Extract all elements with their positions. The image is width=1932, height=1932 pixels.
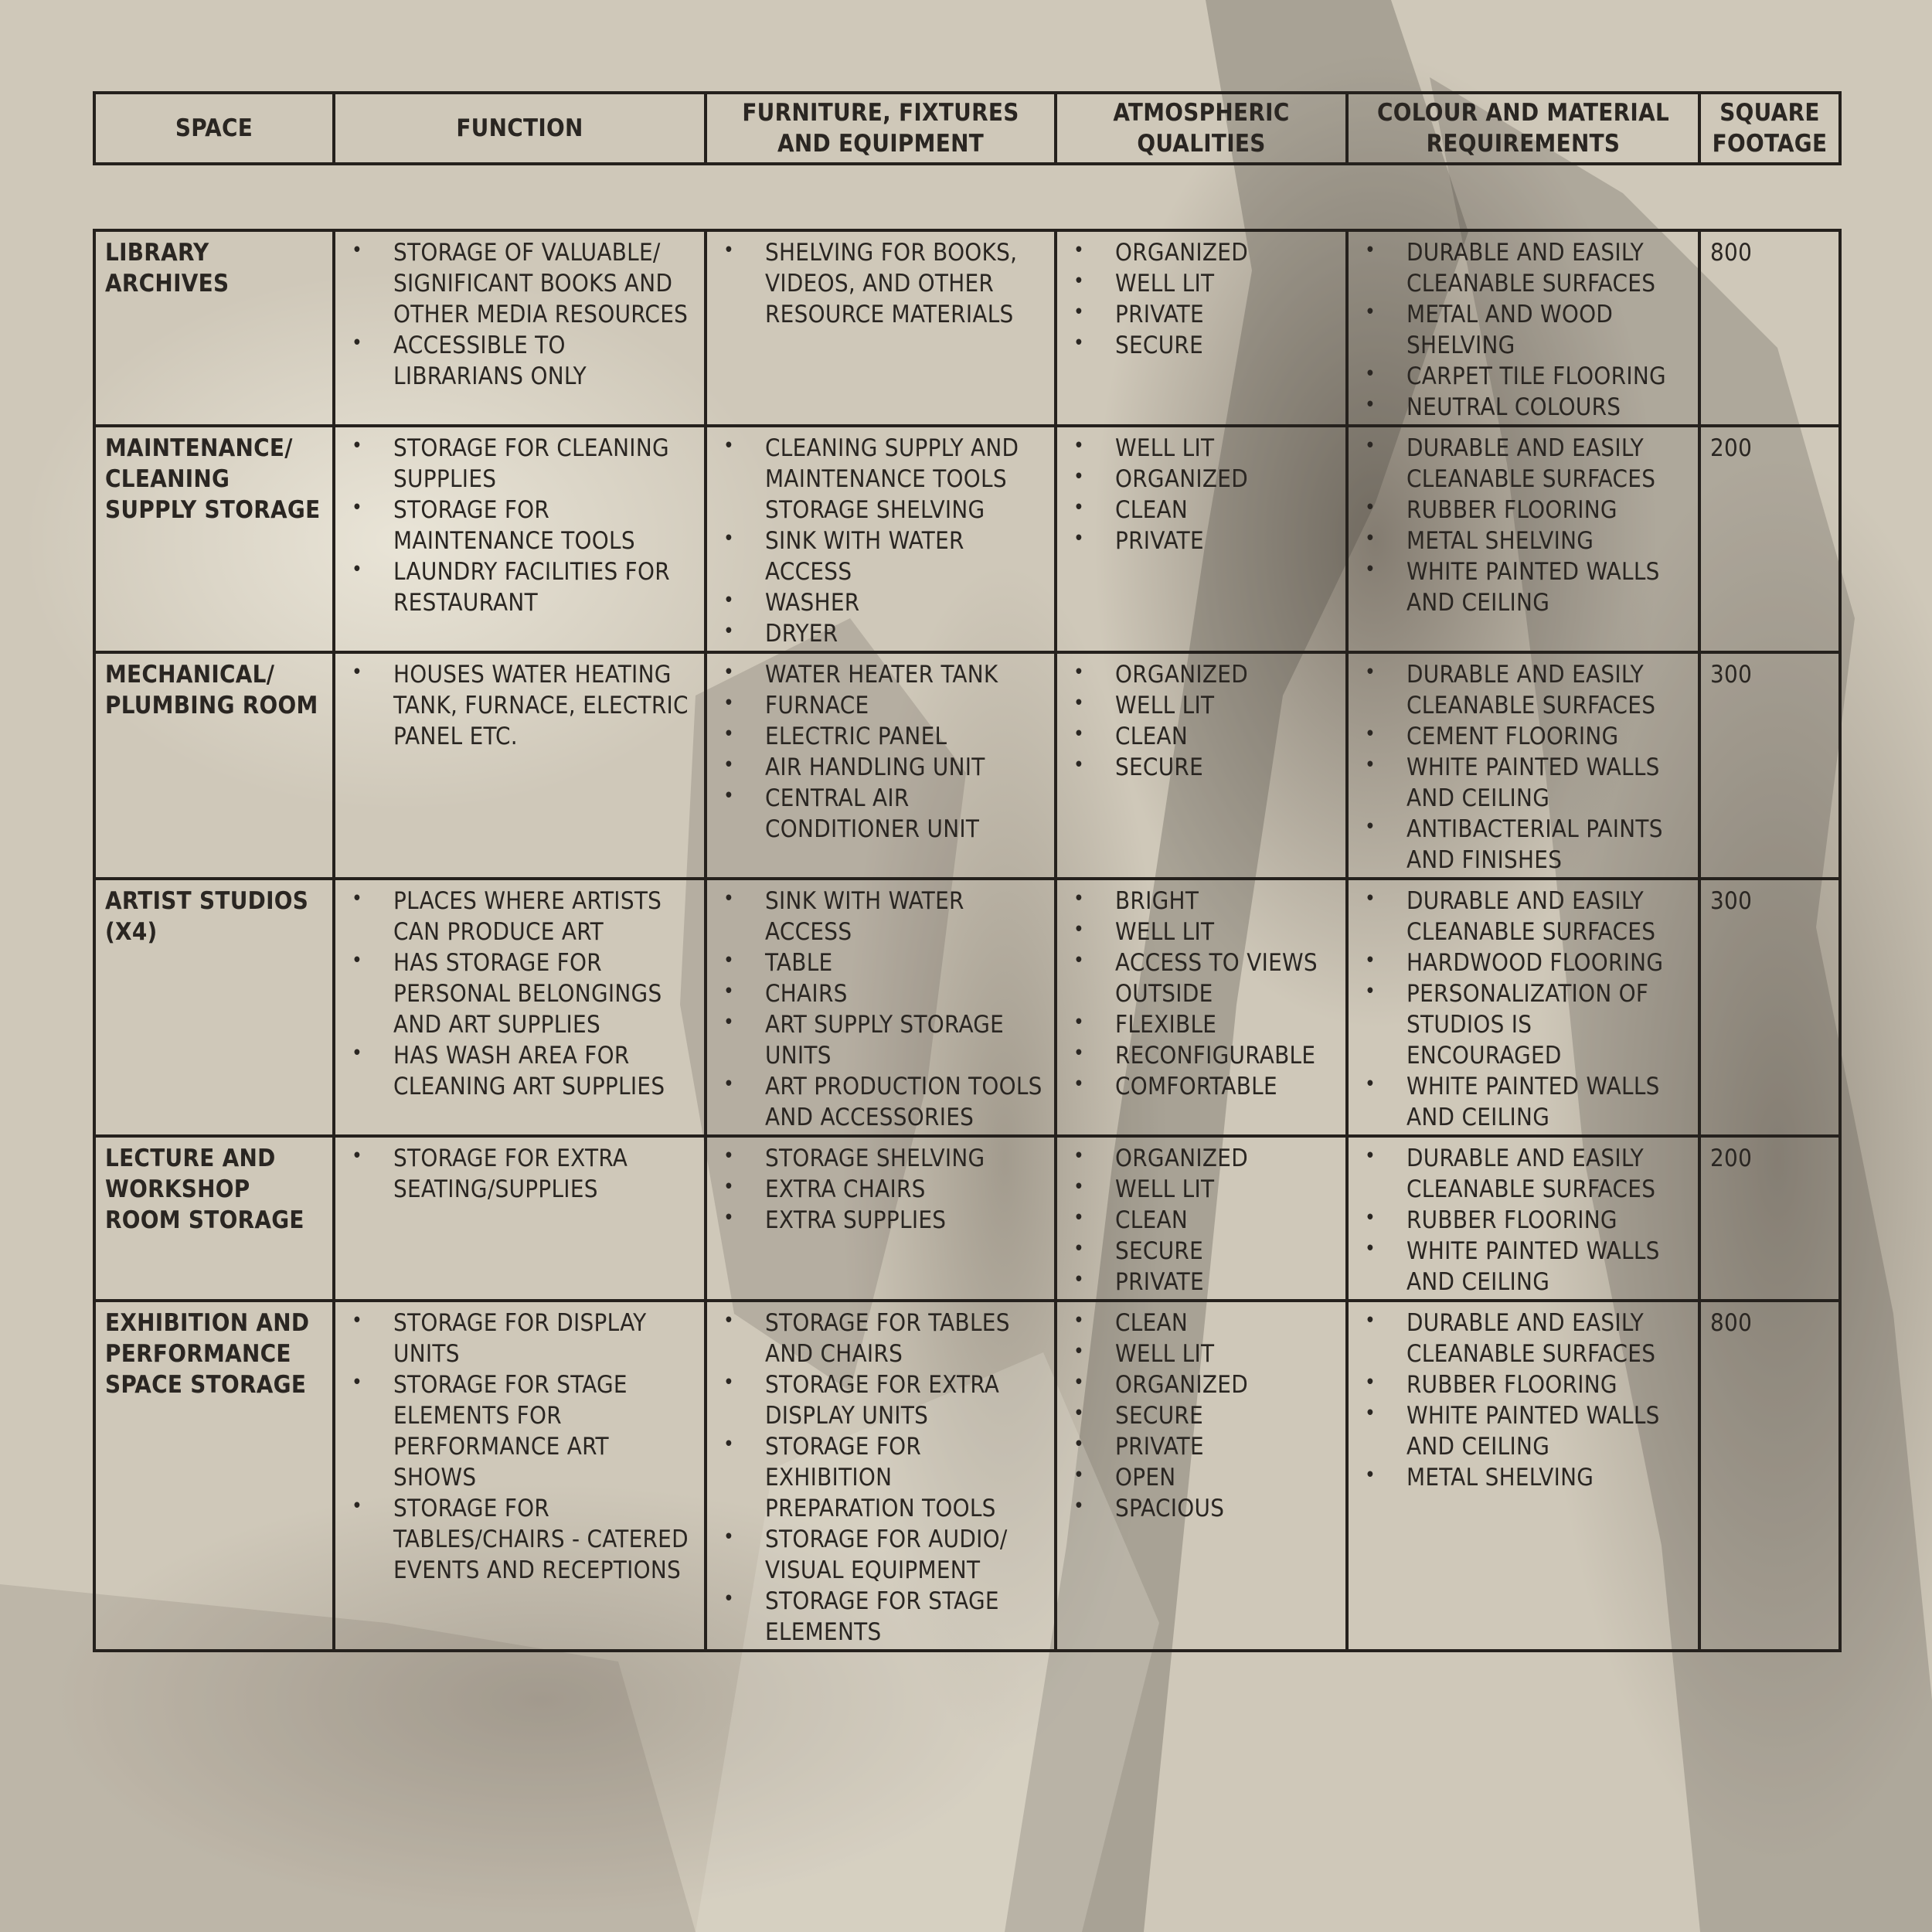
square-footage-cell: 200 [1699, 426, 1840, 652]
header-colour-material: COLOUR AND MATERIAL REQUIREMENTS [1347, 93, 1699, 164]
function-cell [334, 879, 706, 1136]
list-item: • CEMENT FLOORING [1406, 721, 1692, 752]
header-function: FUNCTION [334, 93, 706, 164]
list-item: • RECONFIGURABLE [1115, 1040, 1339, 1071]
list-item: • AIR HANDLING UNIT [765, 752, 1048, 783]
table-row [94, 879, 1840, 1136]
list-item: • SECURE [1115, 1236, 1339, 1267]
list-item: • WELL LIT [1115, 917, 1339, 947]
bullet-list [345, 659, 698, 752]
list-item: • DURABLE AND EASILY CLEANABLE SURFACES [1406, 1308, 1692, 1369]
list-item: • STORAGE FOR TABLES AND CHAIRS [765, 1308, 1048, 1369]
bullet-list [345, 1308, 698, 1586]
list-item: • HAS WASH AREA FOR CLEANING ART SUPPLIES [393, 1040, 698, 1102]
list-item: • PRIVATE [1115, 526, 1339, 556]
list-item: • NEUTRAL COLOURS [1406, 392, 1692, 423]
list-item: • WELL LIT [1115, 690, 1339, 721]
list-item: • STORAGE FOR CLEANING SUPPLIES [393, 433, 698, 495]
ffe-cell [706, 426, 1056, 652]
list-item: • STORAGE FOR AUDIO/ VISUAL EQUIPMENT [765, 1524, 1048, 1586]
list-item: • SECURE [1115, 752, 1339, 783]
list-item: • DURABLE AND EASILY CLEANABLE SURFACES [1406, 237, 1692, 299]
space-cell: ARTIST STUDIOS (X4) [94, 879, 334, 1136]
bullet-list [1066, 659, 1339, 783]
list-item: • WHITE PAINTED WALLS AND CEILING [1406, 1236, 1692, 1298]
list-item: • WHITE PAINTED WALLS AND CEILING [1406, 1071, 1692, 1133]
bullet-list [1358, 886, 1692, 1133]
bullet-list [1066, 237, 1339, 361]
program-table [93, 229, 1842, 1652]
list-item: • SPACIOUS [1115, 1493, 1339, 1524]
bullet-list [716, 1308, 1048, 1648]
list-item: • ORGANIZED [1115, 237, 1339, 268]
list-item: • ACCESS TO VIEWS OUTSIDE [1115, 947, 1339, 1009]
list-item: • ACCESSIBLE TO LIBRARIANS ONLY [393, 330, 698, 392]
table-row [94, 1301, 1840, 1651]
list-item: • TABLE [765, 947, 1048, 978]
bullet-list [345, 1143, 698, 1205]
header-table [93, 91, 1842, 165]
table-row [94, 230, 1840, 426]
bullet-list [1358, 433, 1692, 618]
bullet-list [1358, 1308, 1692, 1493]
list-item: • DURABLE AND EASILY CLEANABLE SURFACES [1406, 659, 1692, 721]
ffe-cell [706, 652, 1056, 879]
space-cell: EXHIBITION AND PERFORMANCE SPACE STORAGE [94, 1301, 334, 1651]
list-item: • STORAGE FOR EXHIBITION PREPARATION TOOLS [765, 1431, 1048, 1524]
ffe-cell [706, 879, 1056, 1136]
list-item: • STORAGE SHELVING [765, 1143, 1048, 1174]
list-item: • PRIVATE [1115, 1431, 1339, 1462]
space-cell: LECTURE AND WORKSHOP ROOM STORAGE [94, 1136, 334, 1301]
list-item: • COMFORTABLE [1115, 1071, 1339, 1102]
square-footage-cell: 200 [1699, 1136, 1840, 1301]
bullet-list [1066, 1143, 1339, 1298]
list-item: • ELECTRIC PANEL [765, 721, 1048, 752]
list-item: • DURABLE AND EASILY CLEANABLE SURFACES [1406, 886, 1692, 947]
function-cell [334, 1301, 706, 1651]
list-item: • CARPET TILE FLOORING [1406, 361, 1692, 392]
square-footage-cell: 300 [1699, 879, 1840, 1136]
list-item: • STORAGE FOR EXTRA DISPLAY UNITS [765, 1369, 1048, 1431]
colour-material-cell [1347, 1301, 1699, 1651]
bullet-list [716, 237, 1048, 330]
list-item: • METAL SHELVING [1406, 526, 1692, 556]
function-cell [334, 1136, 706, 1301]
list-item: • STORAGE OF VALUABLE/ SIGNIFICANT BOOKS AND OTHER MEDIA RESOURCES [393, 237, 698, 330]
list-item: • CLEANING SUPPLY AND MAINTENANCE TOOLS STORAGE SHELVING [765, 433, 1048, 526]
function-cell [334, 426, 706, 652]
header-atmospheric: ATMOSPHERIC QUALITIES [1056, 93, 1347, 164]
list-item: • WELL LIT [1115, 1174, 1339, 1205]
list-item: • PLACES WHERE ARTISTS CAN PRODUCE ART [393, 886, 698, 947]
list-item: • LAUNDRY FACILITIES FOR RESTAURANT [393, 556, 698, 618]
table-body [94, 230, 1840, 1651]
colour-material-cell [1347, 652, 1699, 879]
list-item: • STORAGE FOR EXTRA SEATING/SUPPLIES [393, 1143, 698, 1205]
list-item: • SECURE [1115, 1400, 1339, 1431]
list-item: • CENTRAL AIR CONDITIONER UNIT [765, 783, 1048, 845]
list-item: • HOUSES WATER HEATING TANK, FURNACE, ELECTRIC PANEL ETC. [393, 659, 698, 752]
list-item: • SHELVING FOR BOOKS, VIDEOS, AND OTHER RESOURCE MATERIALS [765, 237, 1048, 330]
space-cell: LIBRARY ARCHIVES [94, 230, 334, 426]
list-item: • WELL LIT [1115, 1338, 1339, 1369]
bullet-list [716, 659, 1048, 845]
colour-material-cell [1347, 879, 1699, 1136]
list-item: • DURABLE AND EASILY CLEANABLE SURFACES [1406, 433, 1692, 495]
bullet-list [345, 886, 698, 1102]
space-cell: MAINTENANCE/ CLEANING SUPPLY STORAGE [94, 426, 334, 652]
list-item: • CLEAN [1115, 1205, 1339, 1236]
list-item: • PRIVATE [1115, 1267, 1339, 1298]
list-item: • WELL LIT [1115, 433, 1339, 464]
list-item: • WHITE PAINTED WALLS AND CEILING [1406, 1400, 1692, 1462]
header-square-footage: SQUARE FOOTAGE [1699, 93, 1840, 164]
list-item: • ORGANIZED [1115, 1143, 1339, 1174]
list-item: • SINK WITH WATER ACCESS [765, 886, 1048, 947]
list-item: • STORAGE FOR STAGE ELEMENTS FOR PERFORMANCE ART SHOWS [393, 1369, 698, 1493]
list-item: • STORAGE FOR DISPLAY UNITS [393, 1308, 698, 1369]
atmospheric-cell [1056, 879, 1347, 1136]
bullet-list [1066, 433, 1339, 556]
list-item: • METAL AND WOOD SHELVING [1406, 299, 1692, 361]
ffe-cell [706, 1136, 1056, 1301]
bullet-list [1358, 237, 1692, 423]
table-row [94, 1136, 1840, 1301]
list-item: • CLEAN [1115, 1308, 1339, 1338]
list-item: • METAL SHELVING [1406, 1462, 1692, 1493]
list-item: • CLEAN [1115, 495, 1339, 526]
space-cell: MECHANICAL/ PLUMBING ROOM [94, 652, 334, 879]
header-space: SPACE [94, 93, 334, 164]
square-footage-cell: 800 [1699, 1301, 1840, 1651]
list-item: • WHITE PAINTED WALLS AND CEILING [1406, 752, 1692, 814]
list-item: • WATER HEATER TANK [765, 659, 1048, 690]
list-item: • ORGANIZED [1115, 464, 1339, 495]
atmospheric-cell [1056, 1136, 1347, 1301]
square-footage-cell: 800 [1699, 230, 1840, 426]
list-item: • CHAIRS [765, 978, 1048, 1009]
ffe-cell [706, 1301, 1056, 1651]
list-item: • BRIGHT [1115, 886, 1339, 917]
header-row [94, 93, 1840, 164]
list-item: • EXTRA CHAIRS [765, 1174, 1048, 1205]
list-item: • ORGANIZED [1115, 659, 1339, 690]
bullet-list [716, 433, 1048, 649]
bullet-list [716, 886, 1048, 1133]
list-item: • RUBBER FLOORING [1406, 1369, 1692, 1400]
list-item: • DURABLE AND EASILY CLEANABLE SURFACES [1406, 1143, 1692, 1205]
colour-material-cell [1347, 426, 1699, 652]
function-cell [334, 652, 706, 879]
colour-material-cell [1347, 230, 1699, 426]
list-item: • STORAGE FOR STAGE ELEMENTS [765, 1586, 1048, 1648]
list-item: • HAS STORAGE FOR PERSONAL BELONGINGS AND ART SUPPLIES [393, 947, 698, 1040]
bullet-list [345, 433, 698, 618]
list-item: • ART SUPPLY STORAGE UNITS [765, 1009, 1048, 1071]
list-item: • STORAGE FOR TABLES/CHAIRS - CATERED EVENTS AND RECEPTIONS [393, 1493, 698, 1586]
list-item: • STORAGE FOR MAINTENANCE TOOLS [393, 495, 698, 556]
bullet-list [345, 237, 698, 392]
list-item: • WASHER [765, 587, 1048, 618]
list-item: • ANTIBACTERIAL PAINTS AND FINISHES [1406, 814, 1692, 876]
list-item: • PRIVATE [1115, 299, 1339, 330]
atmospheric-cell [1056, 652, 1347, 879]
bullet-list [1066, 1308, 1339, 1524]
list-item: • RUBBER FLOORING [1406, 495, 1692, 526]
list-item: • FURNACE [765, 690, 1048, 721]
atmospheric-cell [1056, 426, 1347, 652]
list-item: • CLEAN [1115, 721, 1339, 752]
list-item: • SINK WITH WATER ACCESS [765, 526, 1048, 587]
bullet-list [1358, 659, 1692, 876]
list-item: • OPEN [1115, 1462, 1339, 1493]
atmospheric-cell [1056, 1301, 1347, 1651]
colour-material-cell [1347, 1136, 1699, 1301]
list-item: • RUBBER FLOORING [1406, 1205, 1692, 1236]
list-item: • DRYER [765, 618, 1048, 649]
list-item: • SECURE [1115, 330, 1339, 361]
list-item: • FLEXIBLE [1115, 1009, 1339, 1040]
header-ffe: FURNITURE, FIXTURES AND EQUIPMENT [706, 93, 1056, 164]
atmospheric-cell [1056, 230, 1347, 426]
list-item: • HARDWOOD FLOORING [1406, 947, 1692, 978]
square-footage-cell: 300 [1699, 652, 1840, 879]
list-item: • ART PRODUCTION TOOLS AND ACCESSORIES [765, 1071, 1048, 1133]
table-row [94, 426, 1840, 652]
list-item: • WELL LIT [1115, 268, 1339, 299]
list-item: • EXTRA SUPPLIES [765, 1205, 1048, 1236]
bullet-list [716, 1143, 1048, 1236]
bullet-list [1358, 1143, 1692, 1298]
list-item: • WHITE PAINTED WALLS AND CEILING [1406, 556, 1692, 618]
bullet-list [1066, 886, 1339, 1102]
table-row [94, 652, 1840, 879]
ffe-cell [706, 230, 1056, 426]
function-cell [334, 230, 706, 426]
list-item: • ORGANIZED [1115, 1369, 1339, 1400]
list-item: • PERSONALIZATION OF STUDIOS IS ENCOURAGED [1406, 978, 1692, 1071]
